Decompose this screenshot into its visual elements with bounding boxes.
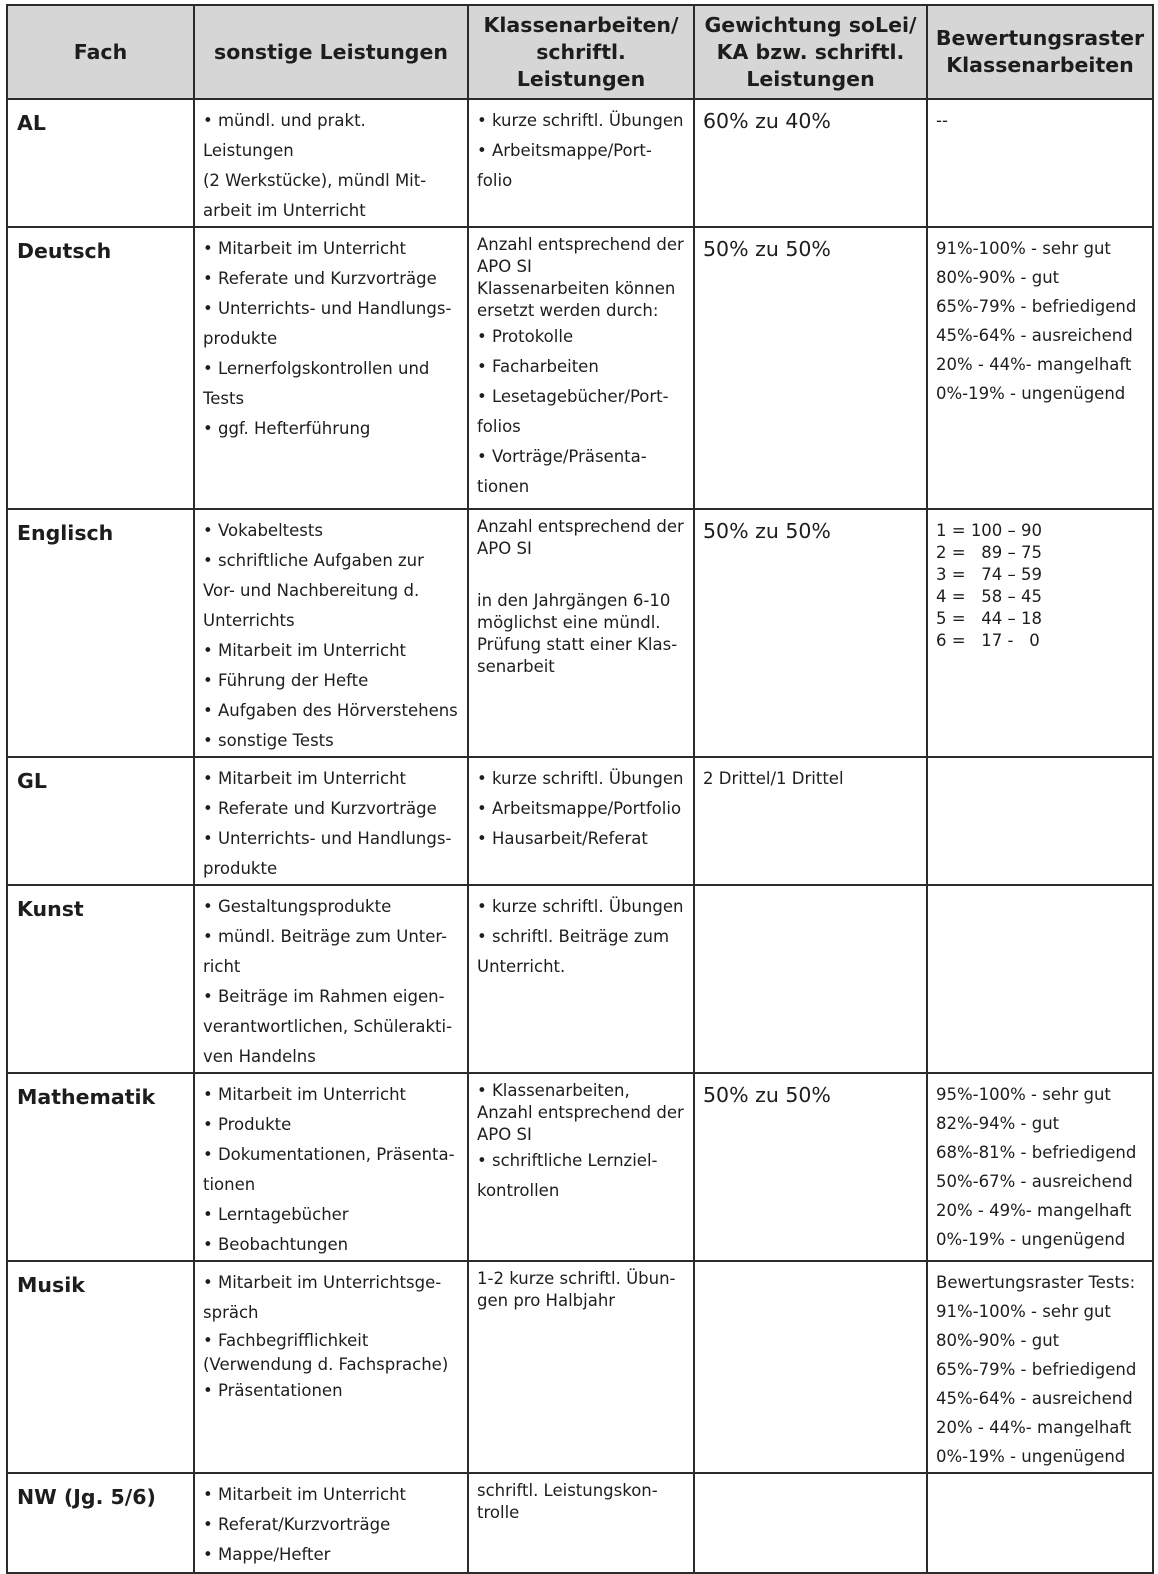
list-item: 2 = 89 – 75 — [936, 543, 1043, 562]
list-item: • Klassenarbeiten, — [477, 1081, 630, 1100]
list-item: 6 = 17 - 0 — [936, 631, 1040, 650]
list-item: • Produkte — [203, 1115, 292, 1134]
sonstige-cell — [194, 885, 468, 1073]
subject-cell: Englisch — [7, 509, 194, 757]
list-item: • kurze schriftl. Übungen — [477, 769, 684, 788]
list-item: Tests — [203, 389, 245, 408]
list-item: ersetzt werden durch: — [477, 301, 659, 320]
header-fach: Fach — [7, 5, 194, 99]
list-item: Bewertungsraster Tests: — [936, 1273, 1136, 1292]
header-row — [7, 5, 1153, 99]
list-item: produkte — [203, 329, 278, 348]
list-item: (Verwendung d. Fachsprache) — [203, 1355, 449, 1374]
table-row — [7, 99, 1153, 227]
list-item: • kurze schriftl. Übungen — [477, 111, 684, 130]
list-item: • schriftliche Aufgaben zur — [203, 551, 424, 570]
list-item: 3 = 74 – 59 — [936, 565, 1043, 584]
weighting-value: 50% zu 50% — [703, 519, 831, 543]
list-item: • Aufgaben des Hörverstehens — [203, 701, 458, 720]
raster-cell — [927, 885, 1153, 1073]
list-item: spräch — [203, 1303, 259, 1322]
list-item: • Hausarbeit/Referat — [477, 829, 648, 848]
raster-cell — [927, 1261, 1153, 1473]
list-item: • Lernerfolgskontrollen und — [203, 359, 430, 378]
list-item: 0%-19% - ungenügend — [936, 1230, 1126, 1249]
list-item: 50%-67% - ausreichend — [936, 1172, 1133, 1191]
subject-cell: Mathematik — [7, 1073, 194, 1261]
table-row — [7, 1073, 1153, 1261]
list-item: ven Handelns — [203, 1047, 316, 1066]
list-item: Klassenarbeiten können — [477, 279, 676, 298]
klassenarbeiten-cell — [468, 99, 694, 227]
weighting-value: 50% zu 50% — [703, 1083, 831, 1107]
table-row — [7, 227, 1153, 509]
sonstige-cell — [194, 509, 468, 757]
list-item: • Referate und Kurzvorträge — [203, 269, 437, 288]
list-item: 68%-81% - befriedigend — [936, 1143, 1137, 1162]
subject-cell: AL — [7, 99, 194, 227]
klassenarbeiten-cell — [468, 1073, 694, 1261]
list-item: 4 = 58 – 45 — [936, 587, 1043, 606]
gewichtung-cell — [694, 509, 927, 757]
list-item: • Führung der Hefte — [203, 671, 369, 690]
list-item: • Mitarbeit im Unterricht — [203, 769, 407, 788]
gewichtung-cell — [694, 1261, 927, 1473]
sonstige-cell — [194, 757, 468, 885]
list-item: möglichst eine mündl. — [477, 613, 661, 632]
list-item: gen pro Halbjahr — [477, 1291, 616, 1310]
list-item: • Fachbegrifflichkeit — [203, 1331, 369, 1350]
list-item: 45%-64% - ausreichend — [936, 326, 1133, 345]
table-row — [7, 1261, 1153, 1473]
raster-cell — [927, 227, 1153, 509]
list-item: APO SI — [477, 257, 532, 276]
list-item: verantwortlichen, Schülerakti- — [203, 1017, 453, 1036]
table-row — [7, 885, 1153, 1073]
subject-cell: GL — [7, 757, 194, 885]
klassenarbeiten-cell — [468, 757, 694, 885]
list-item: folios — [477, 417, 521, 436]
list-item: • Mitarbeit im Unterricht — [203, 239, 407, 258]
list-item: APO SI — [477, 539, 532, 558]
grading-table — [6, 4, 1154, 1574]
weighting-value: 50% zu 50% — [703, 237, 831, 261]
subject-cell: Kunst — [7, 885, 194, 1073]
subject-cell: Musik — [7, 1261, 194, 1473]
list-item: Anzahl entsprechend der — [477, 517, 684, 536]
list-item: -- — [936, 111, 948, 130]
list-item: tionen — [203, 1175, 256, 1194]
list-item: senarbeit — [477, 657, 555, 676]
list-item: • Beiträge im Rahmen eigen- — [203, 987, 445, 1006]
list-item: arbeit im Unterricht — [203, 201, 366, 220]
list-item: (2 Werkstücke), mündl Mit- — [203, 171, 427, 190]
list-item: Prüfung statt einer Klas- — [477, 635, 678, 654]
list-item: 1 = 100 – 90 — [936, 521, 1043, 540]
list-item: • Mitarbeit im Unterricht — [203, 641, 407, 660]
list-item: 80%-90% - gut — [936, 268, 1060, 287]
list-item: • Mitarbeit im Unterrichtsge- — [203, 1273, 442, 1292]
list-item: 20% - 44%- mangelhaft — [936, 355, 1132, 374]
weighting-value: 2 Drittel/1 Drittel — [703, 769, 844, 788]
header-gewichtung: Gewichtung soLei/ KA bzw. schriftl. Leistungen — [694, 5, 927, 99]
header-sonstige-leistungen: sonstige Leistungen — [194, 5, 468, 99]
list-item: • Facharbeiten — [477, 357, 599, 376]
list-item: • Lerntagebücher — [203, 1205, 349, 1224]
raster-cell — [927, 1073, 1153, 1261]
table-row — [7, 1473, 1153, 1573]
list-item: • Referat/Kurzvorträge — [203, 1515, 391, 1534]
weighting-value: 60% zu 40% — [703, 109, 831, 133]
klassenarbeiten-cell — [468, 1473, 694, 1573]
sonstige-cell — [194, 1473, 468, 1573]
list-item: • schriftl. Beiträge zum — [477, 927, 670, 946]
table-row — [7, 509, 1153, 757]
list-item: • mündl. Beiträge zum Unter- — [203, 927, 448, 946]
sonstige-cell — [194, 1261, 468, 1473]
list-item: 95%-100% - sehr gut — [936, 1085, 1111, 1104]
list-item: • Vorträge/Präsenta- — [477, 447, 647, 466]
list-item: produkte — [203, 859, 278, 878]
list-item: • Unterrichts- und Handlungs- — [203, 829, 452, 848]
list-item: kontrollen — [477, 1181, 560, 1200]
list-item: • Präsentationen — [203, 1381, 343, 1400]
list-item: • schriftliche Lernziel- — [477, 1151, 658, 1170]
list-item: folio — [477, 171, 513, 190]
list-item: 65%-79% - befriedigend — [936, 297, 1137, 316]
list-item: • Gestaltungsprodukte — [203, 897, 392, 916]
list-item: 91%-100% - sehr gut — [936, 1302, 1111, 1321]
list-item: 45%-64% - ausreichend — [936, 1389, 1133, 1408]
list-item: tionen — [477, 477, 530, 496]
list-item: 0%-19% - ungenügend — [936, 1447, 1126, 1466]
list-item: • Unterrichts- und Handlungs- — [203, 299, 452, 318]
header-klassenarbeiten: Klassenarbeiten/ schriftl. Leistungen — [468, 5, 694, 99]
list-item: 5 = 44 – 18 — [936, 609, 1043, 628]
klassenarbeiten-cell — [468, 885, 694, 1073]
raster-cell — [927, 509, 1153, 757]
list-item: 82%-94% - gut — [936, 1114, 1060, 1133]
sonstige-cell — [194, 99, 468, 227]
klassenarbeiten-cell — [468, 509, 694, 757]
list-item: Anzahl entsprechend der — [477, 235, 684, 254]
list-item: • Referate und Kurzvorträge — [203, 799, 437, 818]
klassenarbeiten-cell — [468, 1261, 694, 1473]
gewichtung-cell — [694, 757, 927, 885]
list-item: • Mitarbeit im Unterricht — [203, 1485, 407, 1504]
gewichtung-cell — [694, 1473, 927, 1573]
list-item: Unterricht. — [477, 957, 566, 976]
list-item: • Arbeitsmappe/Portfolio — [477, 799, 682, 818]
list-item: in den Jahrgängen 6-10 — [477, 591, 671, 610]
list-item: • Vokabeltests — [203, 521, 323, 540]
gewichtung-cell — [694, 99, 927, 227]
list-item: 91%-100% - sehr gut — [936, 239, 1111, 258]
list-item: 80%-90% - gut — [936, 1331, 1060, 1350]
list-item: 1-2 kurze schriftl. Übun- — [477, 1269, 676, 1288]
list-item: trolle — [477, 1503, 520, 1522]
list-item: • Protokolle — [477, 327, 574, 346]
list-item: • Dokumentationen, Präsenta- — [203, 1145, 455, 1164]
list-item: • sonstige Tests — [203, 731, 334, 750]
list-item: 65%-79% - befriedigend — [936, 1360, 1137, 1379]
list-item: • Lesetagebücher/Port- — [477, 387, 669, 406]
list-item: • Arbeitsmappe/Port- — [477, 141, 652, 160]
list-item: Unterrichts — [203, 611, 295, 630]
list-item: Vor- und Nachbereitung d. — [203, 581, 420, 600]
raster-cell — [927, 99, 1153, 227]
subject-cell: Deutsch — [7, 227, 194, 509]
list-item: • Mappe/Hefter — [203, 1545, 331, 1564]
list-item: APO SI — [477, 1125, 532, 1144]
raster-cell — [927, 757, 1153, 885]
klassenarbeiten-cell — [468, 227, 694, 509]
list-item: • ggf. Hefterführung — [203, 419, 371, 438]
table-row — [7, 757, 1153, 885]
list-item: 20% - 49%- mangelhaft — [936, 1201, 1132, 1220]
list-item: schriftl. Leistungskon- — [477, 1481, 658, 1500]
subject-cell: NW (Jg. 5/6) — [7, 1473, 194, 1573]
raster-cell — [927, 1473, 1153, 1573]
header-bewertungsraster: Bewertungsraster Klassenarbeiten — [927, 5, 1153, 99]
sonstige-cell — [194, 1073, 468, 1261]
gewichtung-cell — [694, 1073, 927, 1261]
gewichtung-cell — [694, 227, 927, 509]
list-item: richt — [203, 957, 241, 976]
list-item: 0%-19% - ungenügend — [936, 384, 1126, 403]
spacer — [477, 560, 685, 590]
list-item: • Mitarbeit im Unterricht — [203, 1085, 407, 1104]
list-item: • Beobachtungen — [203, 1235, 349, 1254]
list-item: • kurze schriftl. Übungen — [477, 897, 684, 916]
list-item: 20% - 44%- mangelhaft — [936, 1418, 1132, 1437]
gewichtung-cell — [694, 885, 927, 1073]
sonstige-cell — [194, 227, 468, 509]
list-item: Anzahl entsprechend der — [477, 1103, 684, 1122]
list-item: • mündl. und prakt. Leistungen — [203, 111, 366, 160]
